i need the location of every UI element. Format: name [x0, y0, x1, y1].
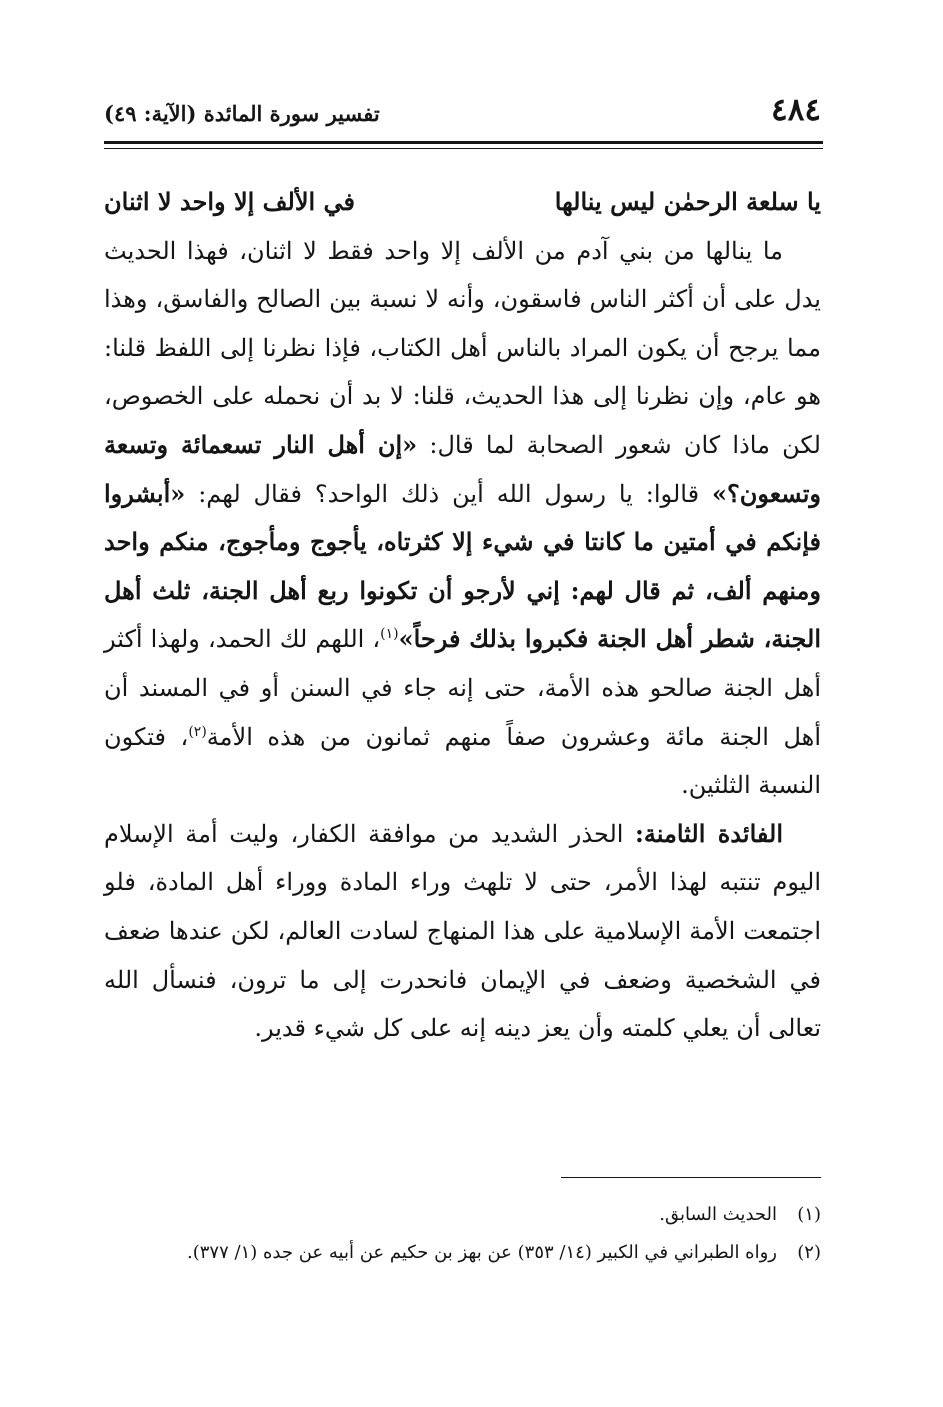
main-text: [104, 178, 821, 1053]
footnote-text: رواه الطبراني في الكبير (١٤/ ٣٥٣) عن بهز بن حكيم عن أبيه عن جده (١/ ٣٧٧).: [187, 1242, 777, 1263]
page-number: ٤٨٤: [771, 92, 821, 128]
paragraph-eighth-benefit: [104, 810, 821, 1053]
paragraph-text: قالوا: يا رسول الله أين ذلك الواحد؟ فقال لهم:: [185, 479, 712, 508]
running-title: تفسير سورة المائدة (الآية: ٤٩): [104, 101, 380, 126]
paragraph-text: ، اللهم لك الحمد، ولهذا أكثر أهل الجنة صالحو هذه الأمة، حتى إنه جاء في السنن أو في المسند أن أهل الجنة مائة وعشرون صفاً منهم ثمانون من هذه الأمة: [104, 625, 822, 751]
paragraph-commentary: [104, 227, 821, 810]
footnote-item: [104, 1234, 821, 1272]
running-header: [104, 88, 821, 138]
header-rule-thick: [104, 141, 823, 144]
footnote-item: [104, 1196, 821, 1234]
footnote-separator: [561, 1177, 821, 1178]
hadith-quote: «أبشروا فإنكم في أمتين ما كانتا في شيء إلا كثرتاه، يأجوج ومأجوج، منكم واحد ومنهم ألف، ثم قال لهم: إني لأرجو أن تكونوا ربع أهل الجنة، ثلث أهل الجنة، شطر أهل الجنة فكبروا بذلك فرحاً»: [104, 478, 822, 654]
verse-first-hemistich: يا سلعة الرحمٰن ليس ينالها: [554, 187, 821, 216]
paragraph-text: ما ينالها من بني آدم من الألف إلا واحد فقط لا اثنان، فهذا الحديث يدل على أن أكثر الناس فاسقون، وأنه لا نسبة بين الصالح والفاسق، وهذا مما يرجح أن يكون المراد بالناس أهل الكتاب، فإذا نظرنا إلى اللفظ قلنا: هو عام، وإن نظرنا إلى هذا الحديث، قلنا: لا بد أن نحمله على الخصوص، لكن ماذا كان شعور الصحابة لما قال:: [104, 236, 822, 459]
poetry-verse: [104, 178, 821, 227]
footnote-number: (١): [797, 1204, 821, 1225]
footnote-text: الحديث السابق.: [659, 1204, 777, 1225]
section-lead: الفائدة الثامنة:: [635, 818, 784, 848]
footnote-number: (٢): [797, 1242, 821, 1263]
paragraph-text: ، فتكون النسبة الثلثين.: [104, 722, 821, 800]
paragraph-text: الحذر الشديد من موافقة الكفار، وليت أمة الإسلام اليوم تنتبه لهذا الأمر، حتى لا تلهث وراء المادة ووراء أهل المادة، فلو اجتمعت الأمة الإسلامية على هذا المنهاج لسادت العالم، لكن عندها ضعف في الشخصية وضعف في الإيمان فانحدرت إلى ما ترون، فنسأل الله تعالى أن يعلي كلمته وأن يعز دينه إنه على كل شيء قدير.: [104, 819, 821, 1043]
verse-second-hemistich: في الألف إلا واحد لا اثنان: [104, 187, 356, 216]
footnotes: [104, 1196, 821, 1272]
header-rule-thin: [104, 148, 823, 149]
hadith-quote: «إن أهل النار تسعمائة وتسعة وتسعون؟»: [104, 429, 821, 508]
footnote-reference[interactable]: (١): [380, 626, 399, 643]
footnote-reference[interactable]: (٢): [188, 723, 207, 740]
